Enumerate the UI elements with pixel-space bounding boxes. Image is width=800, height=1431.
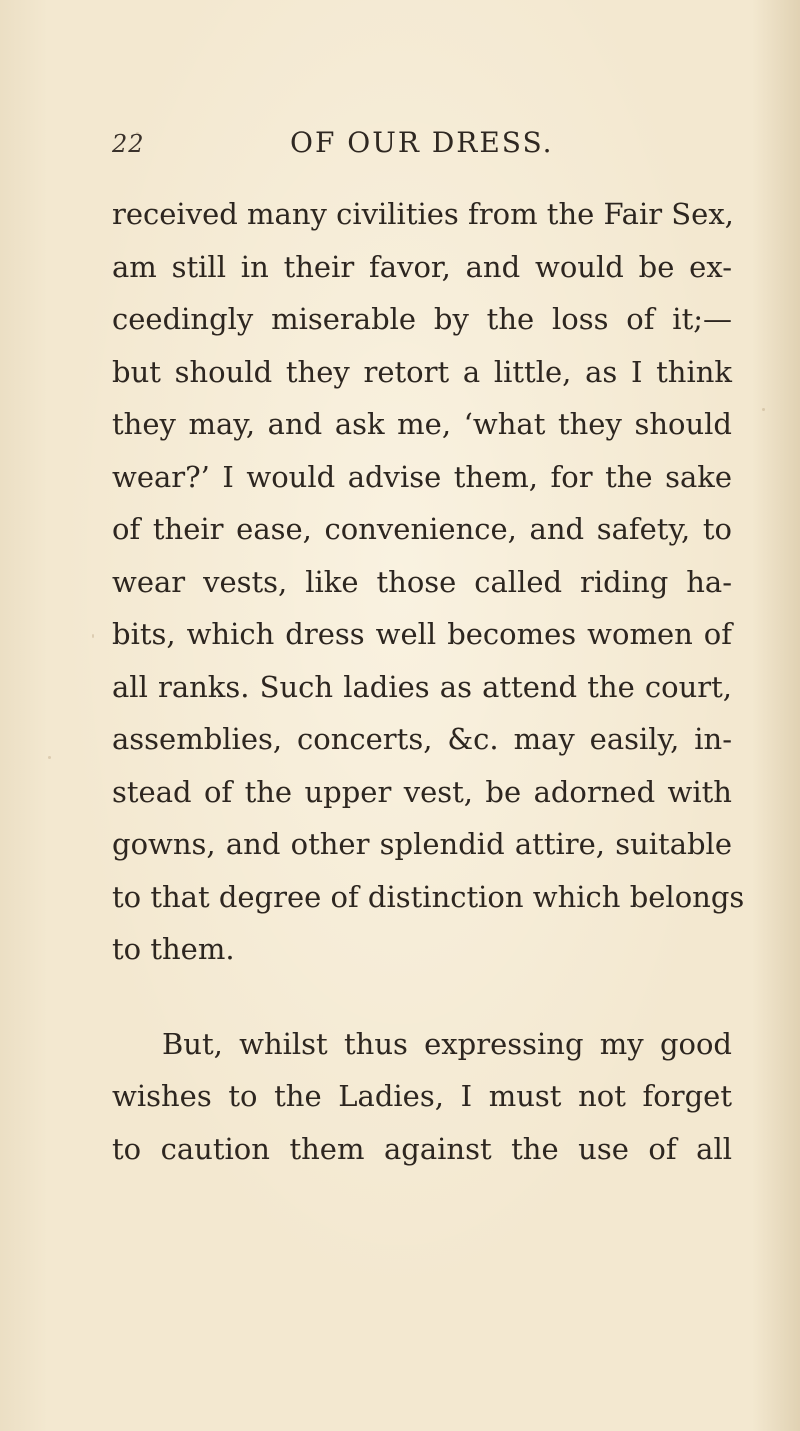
page-header: [0, 122, 800, 162]
text-line: to caution them against the use of all: [112, 1131, 732, 1166]
text-line: received many civilities from the Fair Sex,: [112, 197, 734, 231]
text-line: to them.: [112, 932, 235, 966]
text-line: but should they retort a little, as I think: [112, 354, 732, 389]
text-line: am still in their favor, and would be ex-: [112, 249, 732, 284]
paper-spot: [48, 756, 51, 759]
text-line: ceedingly miserable by the loss of it;—: [112, 302, 732, 336]
text-line: gowns, and other splendid attire, suitable: [112, 827, 732, 861]
paragraph: [112, 188, 745, 976]
text-line: stead of the upper vest, be adorned with: [112, 774, 732, 809]
text-line: bits, which dress well becomes women of: [112, 617, 732, 651]
text-line: they may, and ask me, ‘what they should: [112, 407, 732, 441]
body-text: [112, 188, 745, 1175]
text-line: wishes to the Ladies, I must not forget: [112, 1079, 732, 1113]
paragraph-gap: [112, 976, 732, 1018]
text-line: wear?’ I would advise them, for the sake: [112, 459, 732, 494]
paper-spot: [92, 634, 94, 638]
page-number: 22: [112, 130, 145, 158]
text-line: of their ease, convenience, and safety, to: [112, 512, 732, 546]
text-line: to that degree of distinction which belongs: [112, 879, 745, 914]
text-line: But, whilst thus expressing my good: [162, 1026, 732, 1061]
text-line: wear vests, like those called riding ha-: [112, 564, 732, 599]
paragraph: [112, 1018, 732, 1176]
running-title: OF OUR DRESS.: [290, 126, 554, 159]
paper-spot: [762, 408, 765, 411]
text-line: all ranks. Such ladies as attend the court,: [112, 669, 732, 704]
text-line: assemblies, concerts, &c. may easily, in-: [112, 722, 732, 756]
